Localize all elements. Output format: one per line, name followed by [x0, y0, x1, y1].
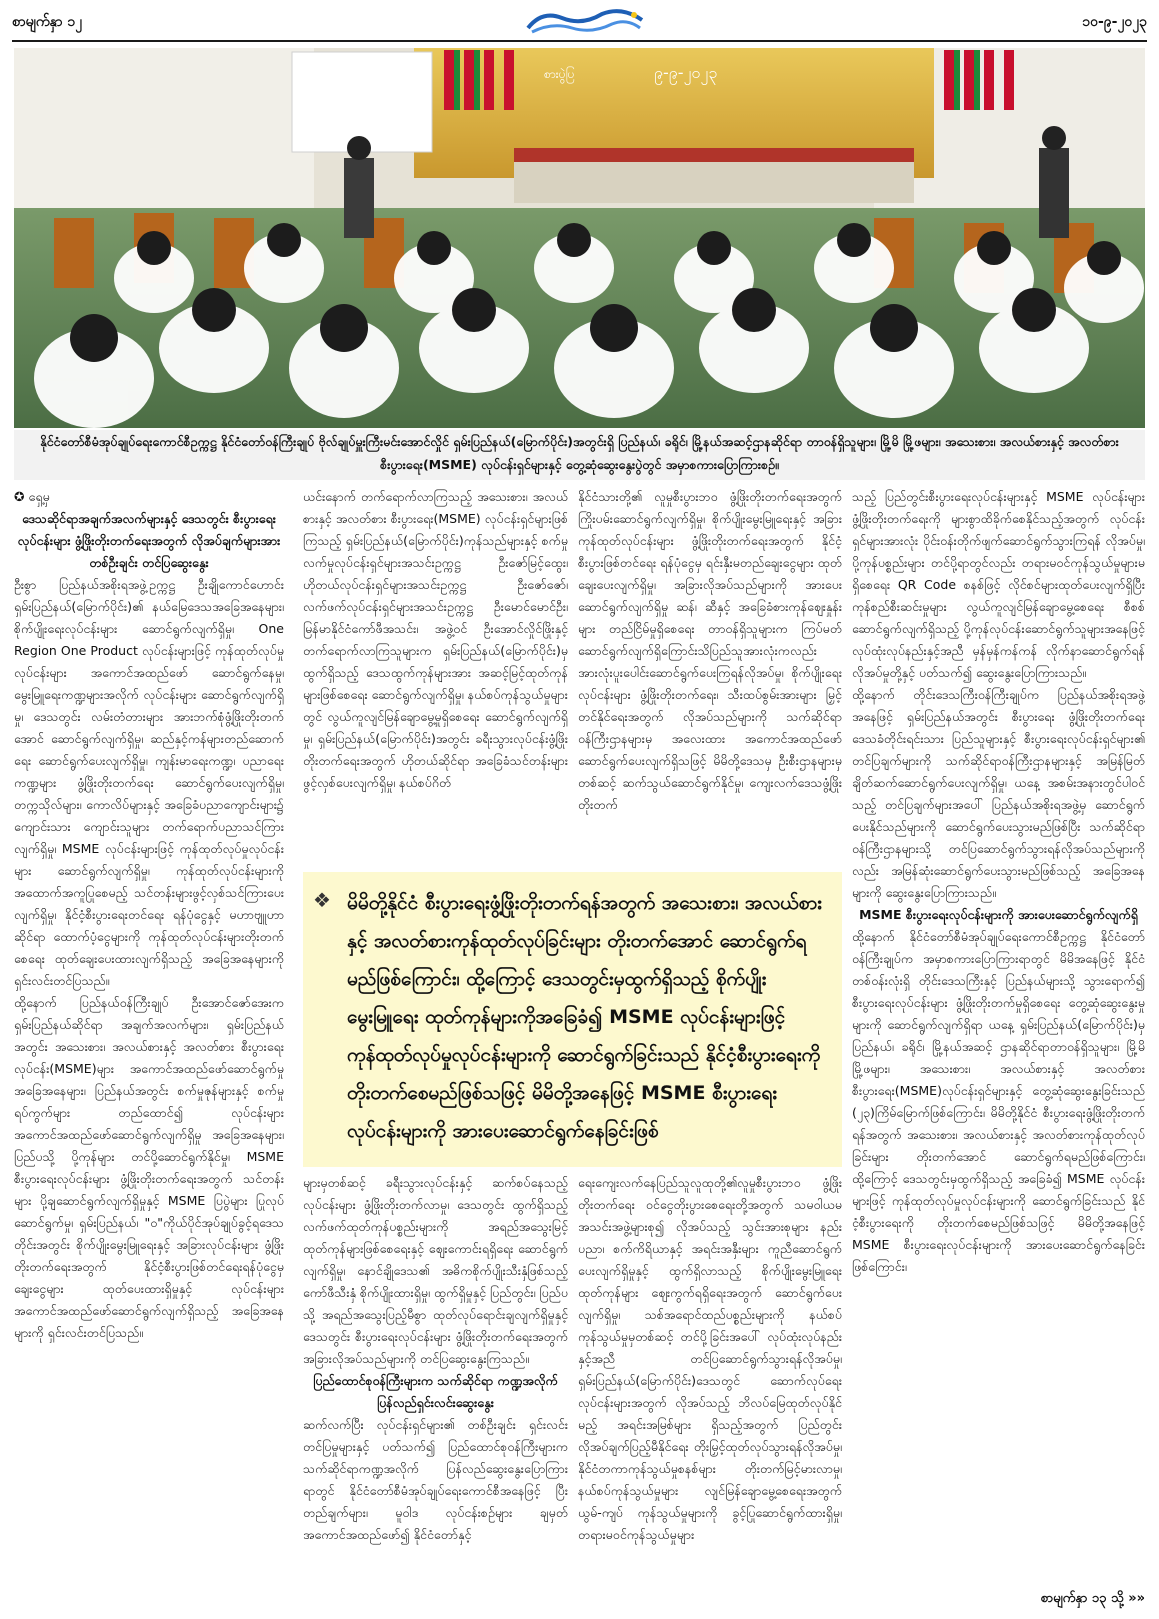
- article-column-4: [852, 486, 1145, 1586]
- newspaper-logo: [522, 8, 648, 34]
- backdrop-caption: စားပွဲပြ: [544, 67, 575, 81]
- paragraph: ယင်းနောက် တက်ရောက်လာကြသည့် အသေးစား၊ အလယ်စားနှင့် အလတ်စား စီးပွားရေး(MSME) လုပ်ငန်းရှင်များဖြစ်ကြသည့် ရှမ်းပြည်နယ်(မြောက်ပိုင်း)ကုန်သည်များနှင့် စက်မှုလက်မှုလုပ်ငန်းရှင်များအသင်းဥက္ကဋ္ဌ ဦးဇော်မြင့်ထွေး၊ ဟိုတယ်လုပ်ငန်းရှင်များအသင်းဥက္ကဋ္ဌ ဦးဇော်ဇော်၊ လက်ဖက်လုပ်ငန်းရှင်များအသင်းဥက္ကဋ္ဌ ဦးမောင်မောင်ဦး၊ မြန်မာနိုင်ငံကော်ဖီအသင်း၊ အဖွဲ့ဝင် ဦးအောင်လှိုင်ဖြိုးနှင့် တက်ရောက်လာကြသူများက ရှမ်းပြည်နယ်(မြောက်ပိုင်း)မှ ထွက်ရှိသည့် ဒေသထွက်ကုန်များအား အဆင့်မြင့်ထုတ်ကုန်များဖြစ်စေရေး ဆောင်ရွက်လျက်ရှိမှု၊ နယ်စပ်ကုန်သွယ်မှုများတွင် လွယ်ကူလျင်မြန်ချောမွေ့မှုရှိစေရေး ဆောင်ရွက်လျက်ရှိမှု၊ ရှမ်းပြည်နယ်(မြောက်ပိုင်း)အတွင်း ခရီးသွားလုပ်ငန်းဖွံ့ဖြိုးတိုးတက်ရေးအတွက် ဟိုတယ်ဆိုင်ရာ အခြေခံသင်တန်းများ ဖွင့်လှစ်ပေးလျက်ရှိမှု၊ နယ်စပ်ဂိတ်: [303, 489, 568, 790]
- page-number: စာမျက်နှာ ၁၂: [12, 14, 83, 30]
- meeting-photo: [14, 48, 1145, 428]
- continued-on-page: စာမျက်နှာ ၁၃ သို့ »»: [1040, 1591, 1145, 1606]
- article-column-2-lower: [303, 1172, 568, 1612]
- photo-caption: နိုင်ငံတော်စီမံအုပ်ချုပ်ရေးကောင်စီဥက္ကဋ္ဌ နိုင်ငံတော်ဝန်ကြီးချုပ် ဗိုလ်ချုပ်မှူးကြီးမင်းအောင်လှိုင် ရှမ်းပြည်နယ်(မြောက်ပိုင်း)အတွင်းရှိ ပြည်နယ်၊ ခရိုင်၊ မြို့နယ်အဆင့်ဌာနဆိုင်ရာ တာဝန်ရှိသူများ၊ မြို့မိ မြို့ဖများ၊ အသေးစား၊ အလယ်စားနှင့် အလတ်စားစီးပွားရေး(MSME) လုပ်ငန်းရှင်များနှင့် တွေ့ဆုံဆွေးနွေးပွဲတွင် အမှာစကားပြောကြားစဉ်။: [14, 430, 1145, 480]
- dateline: ✪ ရှေ့မှ: [14, 489, 50, 504]
- paragraph: ဦးစွာ ပြည်နယ်အစိုးရအဖွဲ့ဥက္ကဋ္ဌ ဦးချိုကောင်ဟောင်း ရှမ်းပြည်နယ်(မြောက်ပိုင်း)၏ နယ်မြေဒေသအခြေအနေများ၊ စိုက်ပျိုးရေးလုပ်ငန်းများ ဆောင်ရွက်လျက်ရှိမှု၊ One Region One Product လုပ်ငန်းများဖြင့် ကုန်ထုတ်လုပ်မှုလုပ်ငန်းများ အကောင်အထည်ဖော် ဆောင်ရွက်နေမှု၊ မွေးမြူရေးကဏ္ဍများအလိုက် လုပ်ငန်းများ ဆောင်ရွက်လျက်ရှိမှု၊ ဒေသတွင်း လမ်းတံတားများ အားဘက်စုံဖွံ့ဖြိုးတိုးတက်အောင် ဆောင်ရွက်လျက်ရှိမှု၊ ဆည်နှင့်ကန်များတည်ဆောက်ရေး ဆောင်ရွက်ပေးလျက်ရှိမှု၊ ကျန်းမာရေးကဏ္ဍ၊ ပညာရေးကဏ္ဍများ ဖွံ့ဖြိုးတိုးတက်ရေး ဆောင်ရွက်ပေးလျက်ရှိမှု၊ တက္ကသိုလ်များ၊ ကောလိပ်များနှင့် အခြေခံပညာကျောင်းများ၌ ကျောင်းသား ကျောင်းသူများ တက်ရောက်ပညာသင်ကြားလျက်ရှိမှု၊ MSME လုပ်ငန်းများဖြင့် ကုန်ထုတ်လုပ်မှုလုပ်ငန်းများ ဆောင်ရွက်လျက်ရှိမှု၊ ကုန်ထုတ်လုပ်ငန်းများကို အထောက်အကူပြုစေမည့် သင်တန်းများဖွင့်လှစ်သင်ကြားပေးလျက်ရှိမှု၊ နိုင်ငံ့စီးပွားရေးတင်ရေး ရန်ပုံငွေနှင့် မဟာဗျူဟာဆိုင်ရာ ထောက်ပံ့ငွေများကို ကုန်ထုတ်လုပ်ငန်းများတိုးတက်စေရေး ထုတ်ချေးပေးထားလျက်ရှိသည့် အခြေအနေများကို ရှင်းလင်းတင်ပြသည်။: [14, 577, 284, 988]
- page-header: [12, 8, 1147, 38]
- header-rule: [12, 40, 1147, 42]
- paragraph: သည့် ပြည်တွင်းစီးပွားရေးလုပ်ငန်းများနှင့် MSME လုပ်ငန်းများ ဖွံ့ဖြိုးတိုးတက်ရေးကို များစွာထိခိုက်စေနိုင်သည့်အတွက် လုပ်ငန်းရှင်များအားလုံး ပိုင်းဝန်းတိုက်ဖျက်ဆောင်ရွက်သွားကြရန် လိုအပ်မှု၊ ပို့ကုန်ပစ္စည်းများ တင်ပို့ရာတွင်လည်း တရားမဝင်ကုန်သွယ်မှုများမရှိစေရေး QR Code စနစ်ဖြင့် လိုင်စင်များထုတ်ပေးလျက်ရှိပြီး ကုန်စည်စီးဆင်းမှုများ လွယ်ကူလျင်မြန်ချောမွေ့စေရေး စီစစ်ဆောင်ရွက်လျက်ရှိသည့် ပို့ကုန်လုပ်ငန်းဆောင်ရွက်သူများအနေဖြင့် လုပ်ထုံးလုပ်နည်းနှင့်အညီ မှန်မှန်ကန်ကန် လိုက်နာဆောင်ရွက်ရန် လိုအပ်မှုတို့နှင့် ပတ်သက်၍ ဆွေးနွေးပြောကြားသည်။: [852, 489, 1145, 680]
- article-column-3-lower: [578, 1172, 842, 1612]
- paragraph: ဆက်လက်ပြီး လုပ်ငန်းရှင်များ၏ တစ်ဦးချင်း ရှင်းလင်းတင်ပြမှုများနှင့် ပတ်သက်၍ ပြည်ထောင်စုဝန်ကြီးများက သက်ဆိုင်ရာကဏ္ဍအလိုက် ပြန်လည်ဆွေးနွေးပြောကြားရာတွင် နိုင်ငံတော်စီမံအုပ်ချုပ်ရေးကောင်စီအနေဖြင့် ပြီးတည်ချက်များ၊ မူဝါဒ လုပ်ငန်းစဉ်များ ချမှတ်အကောင်အထည်ဖော်၍ နိုင်ငံတော်နှင့်: [303, 1417, 568, 1542]
- article-column-2: [303, 486, 568, 866]
- pull-quote-text: မိမိတို့နိုင်ငံ စီးပွားရေးဖွံ့ဖြိုးတိုးတက်ရန်အတွက် အသေးစား၊ အလယ်စားနှင့် အလတ်စားကုန်ထုတ်လုပ်ခြင်းများ တိုးတက်အောင် ဆောင်ရွက်ရမည်ဖြစ်ကြောင်း၊ ထို့ကြောင့် ဒေသတွင်းမှထွက်ရှိသည့် စိုက်ပျိုးမွေးမြူရေး ထုတ်ကုန်များကိုအခြေခံ၍ MSME လုပ်ငန်းများဖြင့် ကုန်ထုတ်လုပ်မှုလုပ်ငန်းများကို ဆောင်ရွက်ခြင်းသည် နိုင်ငံ့စီးပွားရေးကို တိုးတက်စေမည်ဖြစ်သဖြင့် မိမိတို့အနေဖြင့် MSME စီးပွားရေးလုပ်ငန်းများကို အားပေးဆောင်ရွက်နေခြင်းဖြစ်: [347, 892, 822, 1142]
- diamond-bullet-icon: ❖: [313, 888, 331, 912]
- paragraph: ထို့နောက် တိုင်းဒေသကြီးဝန်ကြီးချုပ်က ပြည်နယ်အစိုးရအဖွဲ့အနေဖြင့် ရှမ်းပြည်နယ်အတွင်း စီးပွားရေး ဖွံ့ဖြိုးတိုးတက်ရေး ဒေသခံတိုင်းရင်းသား ပြည်သူများနှင့် စီးပွားရေးလုပ်ငန်းရှင်များ၏ တင်ပြချက်များကို သက်ဆိုင်ရာဝန်ကြီးဌာနများနှင့် အမြန်မြတ် ချိတ်ဆက်ဆောင်ရွက်ပေးလျက်ရှိမှု၊ ယနေ့ အစမ်းအနားတွင်ပါဝင်သည့် တင်ပြချက်များအပေါ် ပြည်နယ်အစိုးရအဖွဲ့မှ ဆောင်ရွက်ပေးနိုင်သည်များကို ဆောင်ရွက်ပေးသွားမည်ဖြစ်ပြီး သက်ဆိုင်ရာဝန်ကြီးဌာနများသို့ တင်ပြဆောင်ရွက်သွားရန်လိုအပ်သည်များကိုလည်း အမြန်ဆုံးဆောင်ရွက်ပေးသွားမည်ဖြစ်သည့် အခြေအနေများကို ဆွေးနွေးပြောကြားသည်။: [852, 687, 1145, 900]
- backdrop-date: ၉-၉-၂၀၂၃: [654, 63, 718, 82]
- section-heading: MSME စီးပွားရေးလုပ်ငန်းများကို အားပေးဆောင်ရွက်လျက်ရှိ: [859, 907, 1138, 922]
- paragraph: ရေးကျေးလက်နေပြည်သူလူထုတို့၏လူမှုစီးပွားဘဝ ဖွံ့ဖြိုးတိုးတက်ရေး ဝင်ငွေတိုးပွားစေရေးတို့အတွက် သမဝါယမအသင်းအဖွဲ့များစု၍ လိုအပ်သည့် သွင်းအားစုများ နည်းပညာ၊ စက်ကိရိယာနှင့် အရင်းအနှီးများ ကူညီဆောင်ရွက်ပေးလျက်ရှိမှုနှင့် ထွက်ရှိလာသည့် စိုက်ပျိုးမွေးမြူရေးထုတ်ကုန်များ ဈေးကွက်ရရှိရေးအတွက် ဆောင်ရွက်ပေးလျက်ရှိမှု၊ သစ်အရောင်ထည်ပစ္စည်းများကို နယ်စပ်ကုန်သွယ်မှုမှတစ်ဆင့် တင်ပို့ခြင်းအပေါ် လုပ်ထုံးလုပ်နည်းနှင့်အညီ တင်ပြဆောင်ရွက်သွားရန်လိုအပ်မှု၊ ရှမ်းပြည်နယ်(မြောက်ပိုင်း)ဒေသတွင် ဆောက်လုပ်ရေးလုပ်ငန်းများအတွက် လိုအပ်သည့် ဘိလပ်မြေထုတ်လုပ်နိုင်မည့် အရင်းအမြစ်များ ရှိသည့်အတွက် ပြည်တွင်းလိုအပ်ချက်ပြည့်မီနိုင်ရေး တိုးမြှင့်ထုတ်လုပ်သွားရန်လိုအပ်မှု၊ နိုင်ငံတကာကုန်သွယ်မှုစနစ်များ တိုးတက်မြင့်မားလာမှု၊ နယ်စပ်ကုန်သွယ်မှုများ လျင်မြန်ချောမွေ့စေရေးအတွက် ယွမ်-ကျပ် ကုန်သွယ်မှုများကို ခွင့်ပြုဆောင်ရွက်ထားရှိမှု၊ တရားမဝင်ကုန်သွယ်မှုများ: [578, 1175, 842, 1542]
- section-heading: ဒေသဆိုင်ရာအချက်အလက်များနှင့် ဒေသတွင်း စီးပွားရေးလုပ်ငန်းများ ဖွံ့ဖြိုးတိုးတက်ရေးအတွက် လိုအပ်ချက်များအား တစ်ဦးချင်း တင်ပြဆွေးနွေး: [17, 511, 281, 570]
- article-column-1: [14, 486, 284, 1611]
- pull-quote-box: [303, 872, 842, 1167]
- section-heading: ပြည်ထောင်စုဝန်ကြီးများက သက်ဆိုင်ရာ ကဏ္ဍအလိုက် ပြန်လည်ရှင်းလင်းဆွေးနွေး: [313, 1373, 558, 1410]
- paragraph: နိုင်ငံသားတို့၏ လူမှုစီးပွားဘဝ ဖွံ့ဖြိုးတိုးတက်ရေးအတွက် ကြိုးပမ်းဆောင်ရွက်လျက်ရှိမှု၊ စိုက်ပျိုးမွေးမြူရေးနှင့် အခြားကုန်ထုတ်လုပ်ငန်းများ ဖွံ့ဖြိုးတိုးတက်ရေးအတွက် နိုင်ငံ့စီးပွားဖြစ်တင်ရေး ရန်ပုံငွေမှ ရင်းနှီးမတည်ချေးငွေများ ထုတ်ချေးပေးလျက်ရှိမှု၊ အခြားလိုအပ်သည်များကို အားပေးဆောင်ရွက်လျက်ရှိမှု ဆန်၊ ဆီနှင့် အခြေခံစားကုန်ဈေးနှုန်းများ တည်ငြိမ်မှုရှိစေရေး တာဝန်ရှိသူများက ကြပ်မတ်ဆောင်ရွက်လျက်ရှိကြောင်းသိပြည်သူအားလုံးကလည်း အားလုံးပူးပေါင်းဆောင်ရွက်ပေးကြရန်လိုအပ်မှု၊ စိုက်ပျိုးရေးလုပ်ငန်းများ ဖွံ့ဖြိုးတိုးတက်ရေး၊ သီးထပ်စွမ်းအားများ မြှင့်တင်နိုင်ရေးအတွက် လိုအပ်သည်များကို သက်ဆိုင်ရာဝန်ကြီးဌာနများမှ အလေးထား အကောင်အထည်ဖော် ဆောင်ရွက်ပေးလျက်ရှိသဖြင့် မိမိတို့ဒေသမှ ဦးစီးဌာနများမှတစ်ဆင့် ဆက်သွယ်ဆောင်ရွက်နိုင်မှု၊ ကျေးလက်ဒေသဖွံ့ဖြိုးတိုးတက်: [578, 489, 842, 812]
- paragraph: ထို့နောက် ပြည်နယ်ဝန်ကြီးချုပ် ဦးအောင်ဇော်အေးက ရှမ်းပြည်နယ်ဆိုင်ရာ အချက်အလက်များ၊ ရှမ်းပြည်နယ်အတွင်း အသေးစား၊ အလယ်စားနှင့် အလတ်စား စီးပွားရေးလုပ်ငန်း(MSME)များ အကောင်အထည်ဖော်ဆောင်ရွက်မှု အခြေအနေများ၊ ပြည်နယ်အတွင်း စက်မှုဇုန်များနှင့် စက်မှုရပ်ကွက်များ တည်ထောင်၍ လုပ်ငန်းများအကောင်အထည်ဖော်ဆောင်ရွက်လျက်ရှိမှု အခြေအနေများ၊ ပြည်ပသို့ ပို့ကုန်များ တင်ပို့ဆောင်ရွက်နိုင်မှု၊ MSME စီးပွားရေးလုပ်ငန်းများ ဖွံ့ဖြိုးတိုးတက်ရေးအတွက် သင်တန်းများ ပို့ချဆောင်ရွက်လျက်ရှိမှုနှင့် MSME ပြပွဲများ ပြုလုပ်ဆောင်ရွက်မှု၊ ရှမ်းပြည်နယ်၊ "ဝ"ကိုယ်ပိုင်အုပ်ချုပ်ခွင့်ရဒေသတိုင်းအတွင်း စိုက်ပျိုးမွေးမြူရေးနှင့် အခြားလုပ်ငန်းများ ဖွံ့ဖြိုးတိုးတက်ရေးအတွက် နိုင်ငံ့စီးပွားဖြစ်တင်ရေးရန်ပုံငွေမှ ချေးငွေများ ထုတ်ပေးထားရှိမှုနှင့် လုပ်ငန်းများ အကောင်အထည်ဖော်ဆောင်ရွက်လျက်ရှိသည့် အခြေအနေများကို ရှင်းလင်းတင်ပြသည်။: [14, 995, 284, 1340]
- paragraph: များမှတစ်ဆင့် ခရီးသွားလုပ်ငန်းနှင့် ဆက်စပ်နေသည့်လုပ်ငန်းများ ဖွံ့ဖြိုးတိုးတက်လာမှု၊ ဒေသတွင်း ထွက်ရှိသည့်လက်ဖက်ထုတ်ကုန်ပစ္စည်းများကို အရည်အသွေးမြင့်ထုတ်ကုန်များဖြစ်စေရေးနှင့် ဈေးကောင်းရရှိရေး ဆောင်ရွက်လျက်ရှိမှု၊ နောင်ချိုဒေသ၏ အဓိကစိုက်ပျိုးသီးနှံဖြစ်သည့် ကော်ဖီသီးနှံ စိုက်ပျိုးထားရှိမှု၊ ထွက်ရှိမှုနှင့် ပြည်တွင်း၊ ပြည်ပသို့ အရည်အသွေးပြည့်မီစွာ ထုတ်လုပ်ရောင်းချလျက်ရှိမှုနှင့် ဒေသတွင်း စီးပွားရေးလုပ်ငန်းများ ဖွံ့ဖြိုးတိုးတက်ရေးအတွက် အခြားလိုအပ်သည်များကို တင်ပြဆွေးနွေးကြသည်။: [303, 1175, 568, 1366]
- meeting-photo-illustration: [14, 48, 1145, 428]
- issue-date: ၁၀-၉-၂၀၂၃: [1082, 14, 1147, 30]
- article-column-3: [578, 486, 842, 866]
- paragraph: ထို့နောက် နိုင်ငံတော်စီမံအုပ်ချုပ်ရေးကောင်စီဥက္ကဋ္ဌ နိုင်ငံတော်ဝန်ကြီးချုပ်က အမှာစကားပြောကြားရာတွင် မိမိအနေဖြင့် နိုင်ငံတစ်ဝန်းလုံးရှိ တိုင်းဒေသကြီးနှင့် ပြည်နယ်များသို့ သွားရောက်၍ စီးပွားရေးလုပ်ငန်းများ ဖွံ့ဖြိုးတိုးတက်မှုရှိစေရေး တွေ့ဆုံဆွေးနွေးမှုများကို ဆောင်ရွက်လျက်ရှိရာ ယနေ့ ရှမ်းပြည်နယ်(မြောက်ပိုင်း)မှ ပြည်နယ်၊ ခရိုင်၊ မြို့နယ်အဆင့် ဌာနဆိုင်ရာတာဝန်ရှိသူများ၊ မြို့မိ မြို့ဖများ၊ အသေးစား၊ အလယ်စားနှင့် အလတ်စား စီးပွားရေး(MSME)လုပ်ငန်းရှင်များနှင့် တွေ့ဆုံဆွေးနွေးခြင်းသည် (၂၃)ကြိမ်မြောက်ဖြစ်ကြောင်း၊ မိမိတို့နိုင်ငံ စီးပွားရေးဖွံ့ဖြိုးတိုးတက်ရန်အတွက် အသေးစား၊ အလယ်စားနှင့် အလတ်စားကုန်ထုတ်လုပ်ခြင်းများ တိုးတက်အောင် ဆောင်ရွက်ရမည်ဖြစ်ကြောင်း၊ ထို့ကြောင့် ဒေသတွင်းမှထွက်ရှိသည့် အခြေခံ၍ MSME လုပ်ငန်းများဖြင့် ကုန်ထုတ်လုပ်မှုလုပ်ငန်းများကို ဆောင်ရွက်ခြင်းသည် နိုင်ငံ့စီးပွားရေးကို တိုးတက်စေမည်ဖြစ်သဖြင့် မိမိတို့အနေဖြင့် MSME စီးပွားရေးလုပ်ငန်းများကို အားပေးဆောင်ရွက်နေခြင်းဖြစ်ကြောင်း၊: [852, 929, 1145, 1274]
